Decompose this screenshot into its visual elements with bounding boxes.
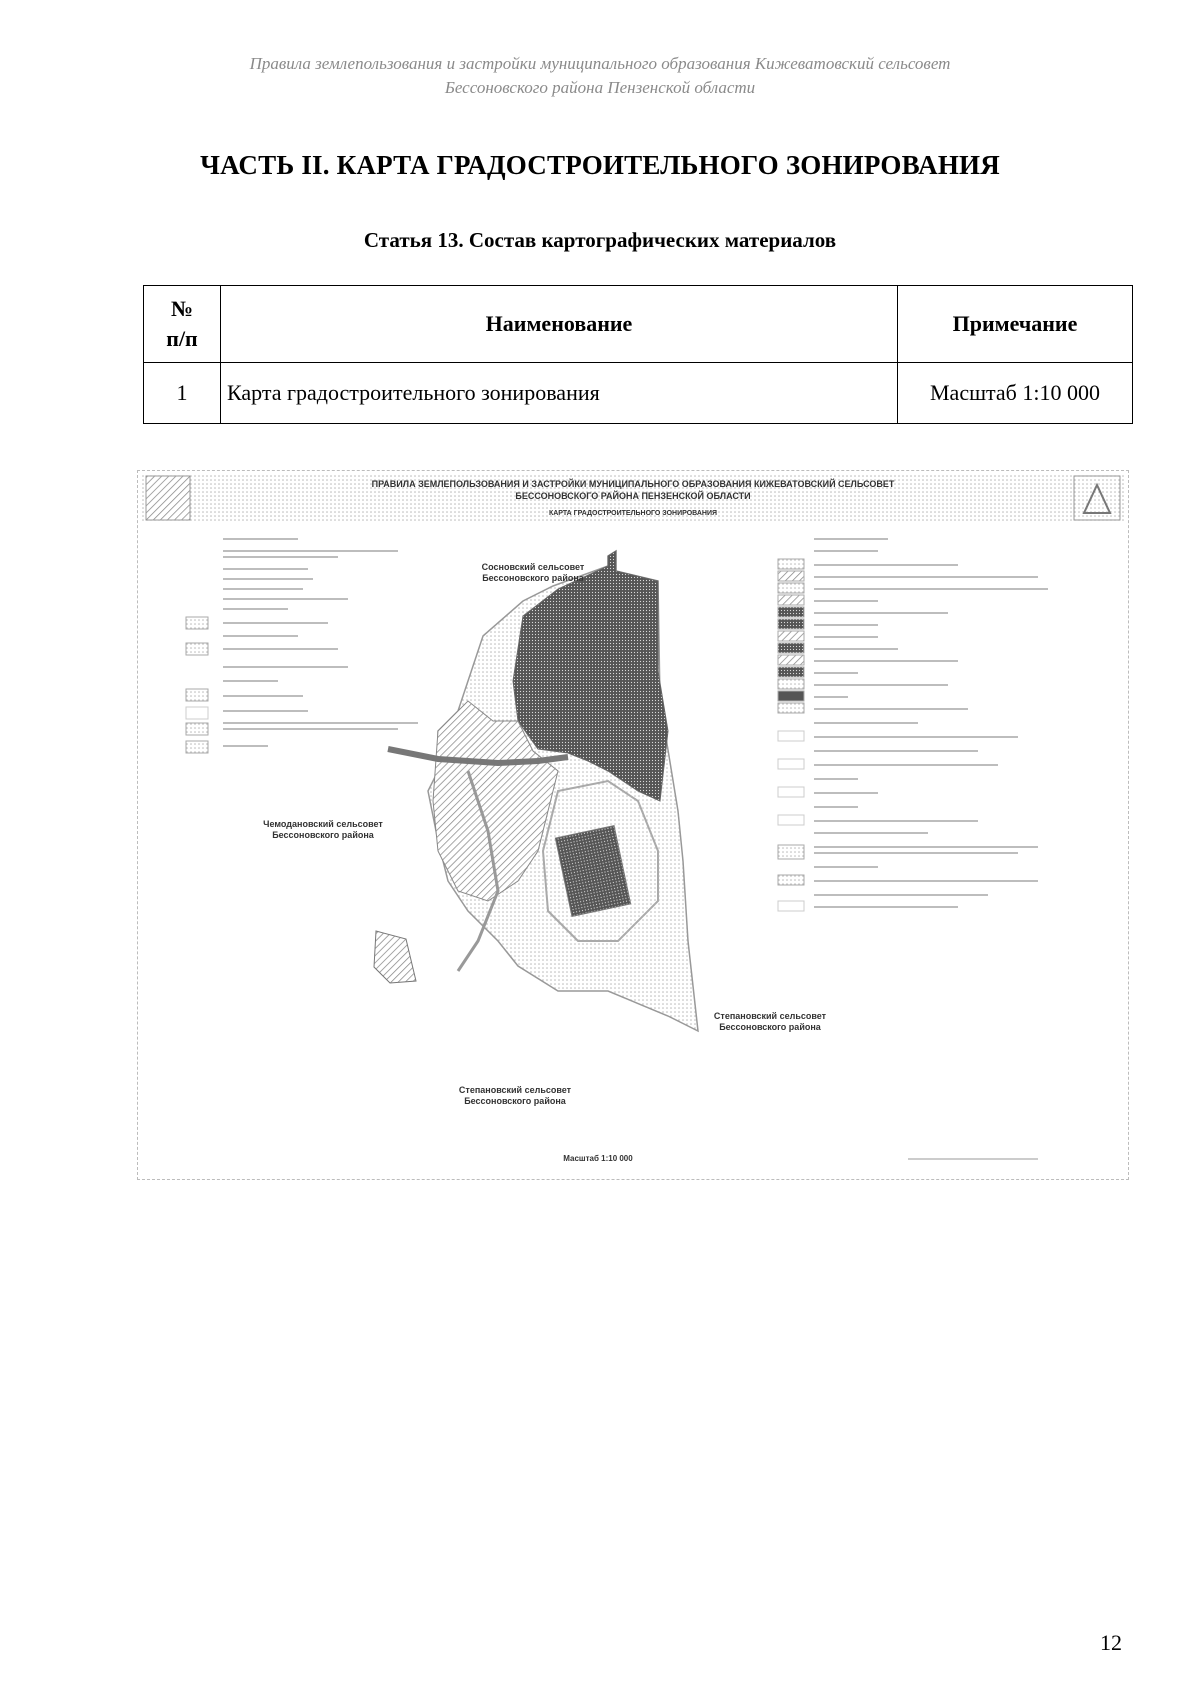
running-header-line1: Правила землепользования и застройки муниципального образования Кижеватовский сельсовет: [249, 54, 951, 73]
detached-parcel: [374, 931, 416, 983]
map-legend-right: [814, 539, 1048, 907]
zoning-map-image: [137, 470, 1129, 1180]
page-number: 12: [1100, 1630, 1122, 1655]
table-header-row: [144, 286, 1133, 363]
label-south-line2: Бессоновского района: [464, 1096, 566, 1106]
table-row: [144, 363, 1133, 424]
map-subtitle: КАРТА ГРАДОСТРОИТЕЛЬНОГО ЗОНИРОВАНИЯ: [548, 510, 718, 517]
header-number-line1: №: [170, 296, 194, 321]
row-note: Масштаб 1:10 000: [898, 363, 1133, 424]
label-north-line1: Сосновский сельсовет: [481, 562, 585, 572]
label-west-line1: Чемодановский сельсовет: [263, 819, 383, 829]
map-title-line2: БЕССОНОВСКОГО РАЙОНА ПЕНЗЕНСКОЙ ОБЛАСТИ: [515, 491, 751, 501]
label-north-line2: Бессоновского района: [482, 573, 584, 583]
label-west-line2: Бессоновского района: [272, 830, 374, 840]
map-legend-left-swatches: [186, 617, 208, 753]
materials-table: [143, 285, 1133, 424]
map-legend-right-swatches: [778, 559, 804, 911]
running-header-line2: Бессоновского района Пензенской области: [444, 78, 756, 97]
zoning-map-drawing: [138, 471, 1128, 1179]
label-east-line1: Степановский сельсовет: [713, 1011, 827, 1021]
running-header: [0, 52, 1200, 100]
row-number: 1: [144, 363, 221, 424]
header-number-line2: п/п: [166, 326, 198, 351]
header-name: Наименование: [221, 286, 898, 363]
map-legend-left: [223, 539, 418, 746]
header-number: [144, 286, 221, 363]
article-title: Статья 13. Состав картографических материалов: [363, 228, 837, 252]
row-name: Карта градостроительного зонирования: [221, 363, 898, 424]
label-south-line1: Степановский сельсовет: [458, 1085, 572, 1095]
map-title-line1: ПРАВИЛА ЗЕМЛЕПОЛЬЗОВАНИЯ И ЗАСТРОЙКИ МУНИЦИПАЛЬНОГО ОБРАЗОВАНИЯ КИЖЕВАТОВСКИЙ СЕЛЬСОВЕТ: [371, 479, 895, 489]
header-note: Примечание: [898, 286, 1133, 363]
coat-of-arms-emblem: [146, 476, 190, 520]
label-east-line2: Бессоновского района: [719, 1022, 821, 1032]
part-title: ЧАСТЬ II. КАРТА ГРАДОСТРОИТЕЛЬНОГО ЗОНИРОВАНИЯ: [200, 150, 1000, 180]
map-scale: Масштаб 1:10 000: [563, 1154, 633, 1163]
